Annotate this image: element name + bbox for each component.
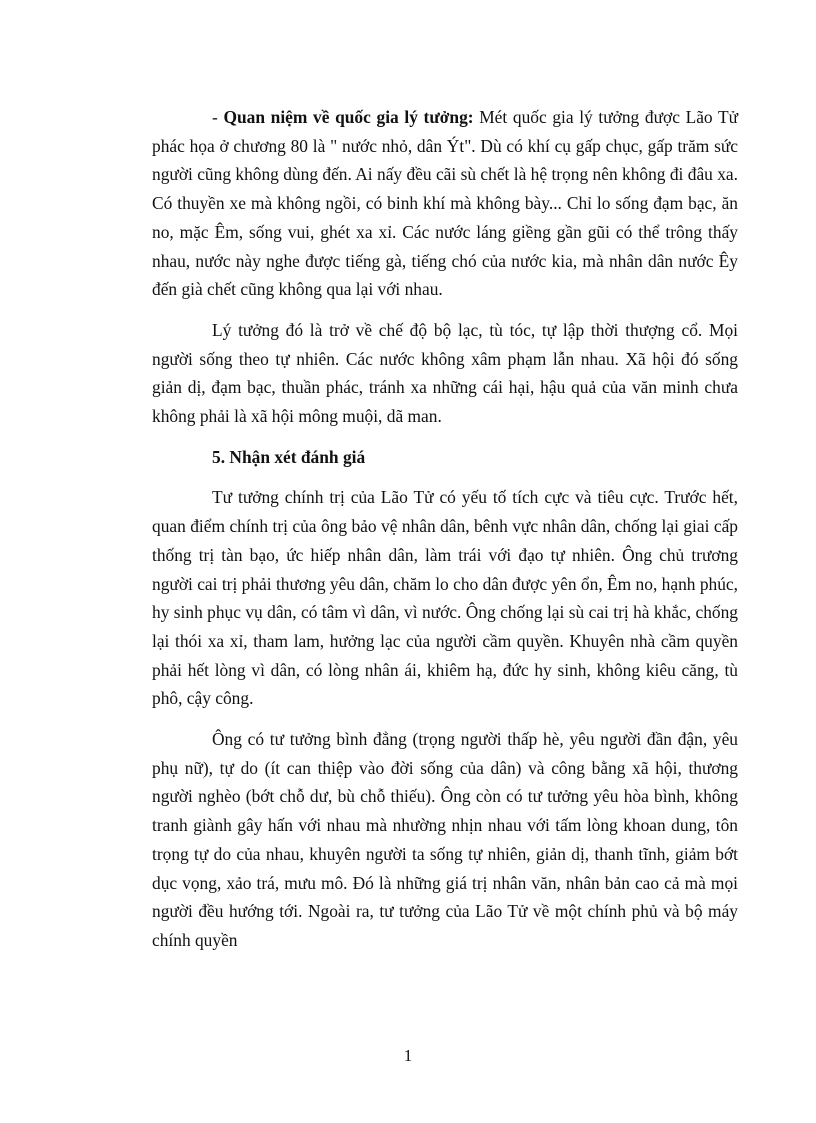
section-heading: 5. Nhận xét đánh giá <box>212 446 366 467</box>
paragraph-text: Mét quốc gia lý tưởng được Lão Tử phác họa ở chương 80 là " nước nhỏ, dân Ýt". Dù có khí cụ gấp chục, gấp trăm sức người cũng không dùng đến. Ai nấy đều cãi sù chết là hệ trọng nên không đi đâu xa. Có thuyền xe mà không ngồi, có binh khí mà không bày... Chỉ lo sống đạm bạc, ăn no, mặc Êm, sống vui, ghét xa xỉ. Các nước láng giềng gần gũi có thể trông thấy nhau, nước này nghe được tiếng gà, tiếng chó của nước kia, mà nhân dân nước Êy đến già chết cũng không qua lại với nhau. <box>152 107 738 300</box>
document-body <box>152 103 738 955</box>
paragraph-lead-bold: Quan niệm về quốc gia lý tưởng: <box>223 107 474 127</box>
paragraph-ideal-state <box>152 103 738 304</box>
paragraph-evaluation: Tư tưởng chính trị của Lão Tử có yếu tố tích cực và tiêu cực. Trước hết, quan điểm chính trị của ông bảo vệ nhân dân, bênh vực nhân dân, chống lại giai cấp thống trị tàn bạo, ức hiếp nhân dân, làm trái với đạo tự nhiên. Ông chủ trương người cai trị phải thương yêu dân, chăm lo cho dân được yên ổn, Êm no, hạnh phúc, hy sinh phục vụ dân, có tâm vì dân, vì nước. Ông chống lại sù cai trị hà khắc, chống lại thói xa xỉ, tham lam, hưởng lạc của người cầm quyền. Khuyên nhà cầm quyền phải hết lòng vì dân, có lòng nhân ái, khiêm hạ, đức hy sinh, không kiêu căng, tù phô, cậy công. <box>152 487 738 709</box>
paragraph-prefix: - <box>212 107 224 127</box>
page-number: 1 <box>403 1046 413 1065</box>
paragraph-ideal-explanation: Lý tưởng đó là trở về chế độ bộ lạc, tù tóc, tự lập thời thượng cổ. Mọi người sống theo tự nhiên. Các nước không xâm phạm lẫn nhau. Xã hội đó sống giản dị, đạm bạc, thuần phác, tránh xa những cái hại, hậu quả của văn minh chưa không phải là xã hội mông muội, dã man. <box>152 319 738 427</box>
paragraph-equality: Ông có tư tưởng bình đẳng (trọng người thấp hè, yêu người đần đận, yêu phụ nữ), tự do (ít can thiệp vào đời sống của dân) và công bằng xã hội, thương người nghèo (bớt chỗ dư, bù chỗ thiếu). Ông còn có tư tưởng yêu hòa bình, không tranh giành gây hấn với nhau mà nhường nhịn nhau với tấm lòng khoan dung, tôn trọng tự do của nhau, khuyên người ta sống tự nhiên, giản dị, thanh tĩnh, giảm bớt dục vọng, xảo trá, mưu mô. Đó là những giá trị nhân văn, nhân bản cao cả mà mọi người đều hướng tới. Ngoài ra, tư tưởng của Lão Tử về một chính phủ và bộ máy chính quyền <box>152 729 738 950</box>
